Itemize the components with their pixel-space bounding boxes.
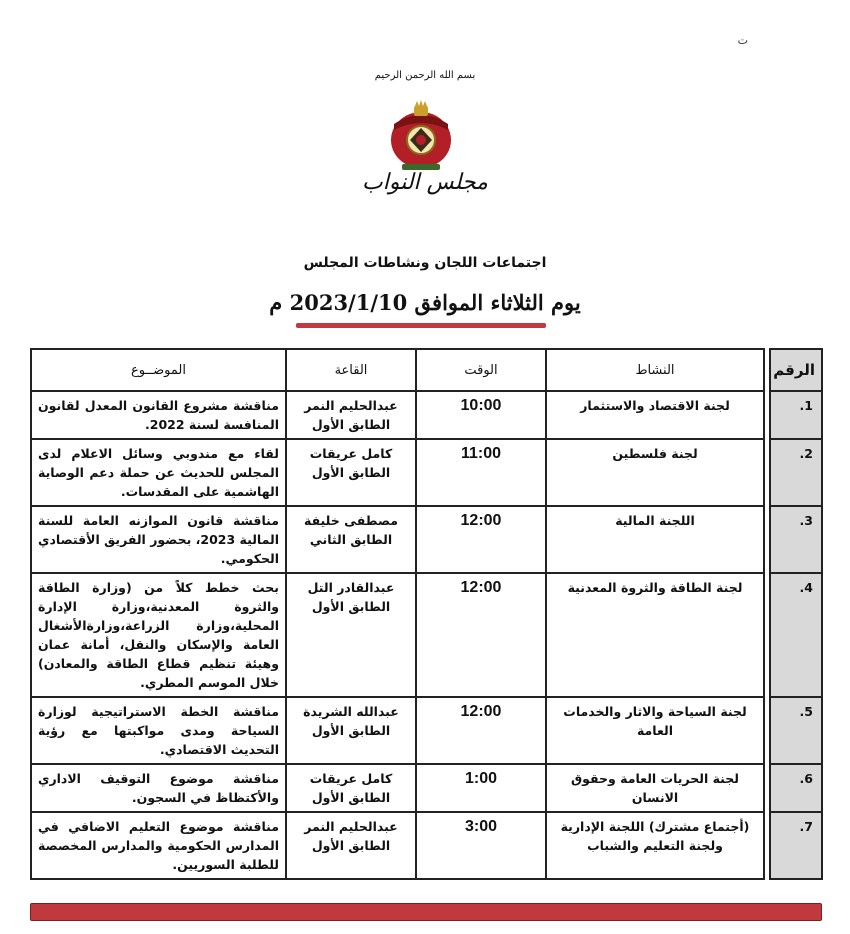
row-number: 3. [770,506,822,573]
row-time: 12:00 [416,506,546,573]
institution-name: مجلس النواب [362,170,488,195]
row-hall: كامل عريقات الطابق الأول [286,764,416,812]
row-number: 6. [770,764,822,812]
row-number: 1. [770,391,822,439]
table-row [31,697,822,764]
row-hall: عبدالحليم النمر الطابق الأول [286,391,416,439]
column-gap [764,697,770,764]
col-header-number: الرقم [770,349,822,391]
column-gap [764,439,770,506]
row-hall: مصطفى خليفة الطابق الثاني [286,506,416,573]
table-row [31,573,822,697]
row-hall: عبدالقادر التل الطابق الأول [286,573,416,697]
row-number: 5. [770,697,822,764]
table-header-row [31,349,822,391]
row-activity: (أجتماع مشترك) اللجنة الإدارية ولجنة التعليم والشباب [546,812,764,879]
col-header-hall: القاعة [286,349,416,391]
schedule-table [30,348,823,880]
row-activity: لجنة الطاقة والثروة المعدنية [546,573,764,697]
row-activity: اللجنة المالية [546,506,764,573]
row-time: 3:00 [416,812,546,879]
row-hall: كامل عريقات الطابق الأول [286,439,416,506]
row-number: 2. [770,439,822,506]
col-header-time: الوقت [416,349,546,391]
column-gap [764,812,770,879]
row-subject: مناقشة الخطة الاستراتيجية لوزارة السياحة ومدى مواكبتها مع رؤية التحديث الاقتصادي. [31,697,286,764]
row-subject: مناقشة مشروع القانون المعدل لقانون المنافسة لسنة 2022. [31,391,286,439]
column-gap [764,391,770,439]
row-time: 1:00 [416,764,546,812]
row-activity: لجنة فلسطين [546,439,764,506]
row-number: 7. [770,812,822,879]
row-time: 12:00 [416,697,546,764]
column-gap [764,349,770,391]
row-time: 12:00 [416,573,546,697]
date-underline [296,323,546,328]
row-subject: مناقشة موضوع التعليم الاضافي في المدارس الحكومية والمدارس المخصصة للطلبة السوريين. [31,812,286,879]
row-activity: لجنة السياحة والاثار والخدمات العامة [546,697,764,764]
row-subject: بحث خطط كلاً من (وزارة الطاقة والثروة المعدنية،وزارة الإدارة المحلية،وزارة الزراعة،وزارةالأشغال العامة والإسكان والنقل، أمانة عمان وهيئة تنظيم قطاع الطاقة والمعادن) خلال الموسم المطري. [31,573,286,697]
table-row [31,439,822,506]
row-time: 11:00 [416,439,546,506]
schedule-table-wrap [30,348,821,880]
row-subject: مناقشة قانون الموازنه العامة للسنة المالية 2023، بحضور الفريق الأقتصادي الحكومي. [31,506,286,573]
row-activity: لجنة الاقتصاد والاستثمار [546,391,764,439]
coat-of-arms-icon [388,100,454,174]
corner-mark: ت [737,34,748,47]
page-heading: اجتماعات اللجان ونشاطات المجلس [303,255,547,271]
column-gap [764,506,770,573]
basmala: بسم الله الرحمن الرحيم [374,70,476,81]
table-row [31,764,822,812]
footer-bar [30,903,822,921]
row-subject: لقاء مع مندوبي وسائل الاعلام لدى المجلس للحديث عن حملة دعم الوصاية الهاشمية على المقدسات. [31,439,286,506]
table-row [31,506,822,573]
row-subject: مناقشة موضوع التوقيف الاداري والأكتظاظ في السجون. [31,764,286,812]
row-hall: عبدالحليم النمر الطابق الأول [286,812,416,879]
column-gap [764,573,770,697]
col-header-activity: النشاط [546,349,764,391]
table-row [31,391,822,439]
col-header-subject: الموضــوع [31,349,286,391]
row-time: 10:00 [416,391,546,439]
row-hall: عبدالله الشريدة الطابق الأول [286,697,416,764]
row-activity: لجنة الحريات العامة وحقوق الانسان [546,764,764,812]
column-gap [764,764,770,812]
table-row [31,812,822,879]
row-number: 4. [770,573,822,697]
date-title: يوم الثلاثاء الموافق 2023/1/10 م [269,290,581,315]
